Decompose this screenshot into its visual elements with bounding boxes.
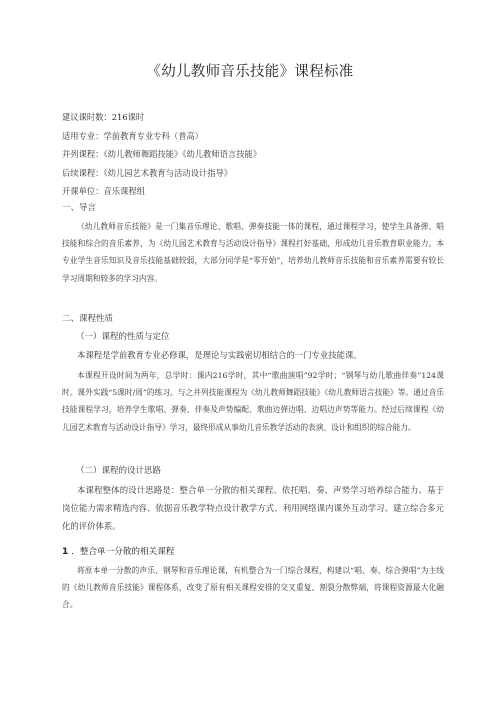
section-heading-course-nature: 二、课程性质 xyxy=(62,314,114,324)
course-hours: 建议课时数：216课时 xyxy=(62,112,145,122)
offering-unit: 开课单位：音乐课程组 xyxy=(62,186,145,196)
subsection-heading-design-idea: （二）课程的设计思路 xyxy=(76,466,162,476)
item-heading-integration xyxy=(62,545,174,557)
follow-up-courses: 后续课程：《幼儿园艺术教育与活动设计指导》 xyxy=(62,167,233,178)
subsection-heading-nature-positioning: （一）课程的性质与定位 xyxy=(76,332,170,342)
applicable-major: 适用专业：学前教育专业专科（普高） xyxy=(62,130,204,141)
parallel-courses: 并列课程：《幼儿教师舞蹈技能》《幼儿教师语言技能》 xyxy=(62,149,262,159)
design-idea-paragraph: 本课程整体的设计思路是：整合单一分散的相关课程、依托唱、奏、声势学习培养综合能力、基于岗位能力需求精选内容、依据音乐教学特点设计教学方式、利用网络课内课外互动学习、建立综合多元化的评价体系。 xyxy=(62,485,444,531)
schedule-paragraph: 本课程开设时间为两年，总学时：课内216学时，其中“歌曲演唱”92学时；“钢琴与幼儿歌曲伴奏”124课时。课外实践“5课时/周”的练习。与之并列技能课程为《幼儿教师舞蹈技能》《幼儿教师语言技能》等。通过音乐技能课程学习，培养学生歌唱、弹奏、伴奏及声势编配、歌曲边弹边唱、边唱边声势等能力。经过后续课程《幼儿园艺术教育与活动设计指导》学习，最终形成从事幼儿音乐教学活动的表演、设计和组织的综合能力。 xyxy=(62,371,444,432)
section-heading-introduction: 一、导言 xyxy=(62,203,97,213)
integration-paragraph: 将原本单一分散的声乐、钢琴和音乐理论课，有机整合为一门综合课程，构建以“唱、奏、综合弹唱”为主线的《幼儿教师音乐技能》课程体系，改变了原有相关课程安排的交叉重复、割裂分散弊端，将课程资源最大化融合。 xyxy=(62,566,444,610)
item-number: 1 xyxy=(62,547,69,557)
course-info-block xyxy=(62,108,261,201)
document-title: 《幼儿教师音乐技能》课程标准 xyxy=(146,64,354,80)
nature-paragraph: 本课程是学前教育专业必修课，是理论与实践密切相结合的一门专业技能课。 xyxy=(77,350,362,360)
introduction-paragraph: 《幼儿教师音乐技能》是一门集音乐理论、歌唱、弹奏技能一体的课程，通过课程学习，使学生具备弹、唱技能和综合的音乐素养，为《幼儿园艺术教育与活动设计指导》课程打好基础，形成幼儿音乐教育职业能力。本专业学生音乐知识及音乐技能基础较弱，大部分同学是“零开始”，培养幼儿教师音乐技能和音乐素养需要有较长学习周期和较多的学习内容。 xyxy=(62,222,444,283)
item-heading-text: ．整合单一分散的相关课程 xyxy=(71,547,175,557)
